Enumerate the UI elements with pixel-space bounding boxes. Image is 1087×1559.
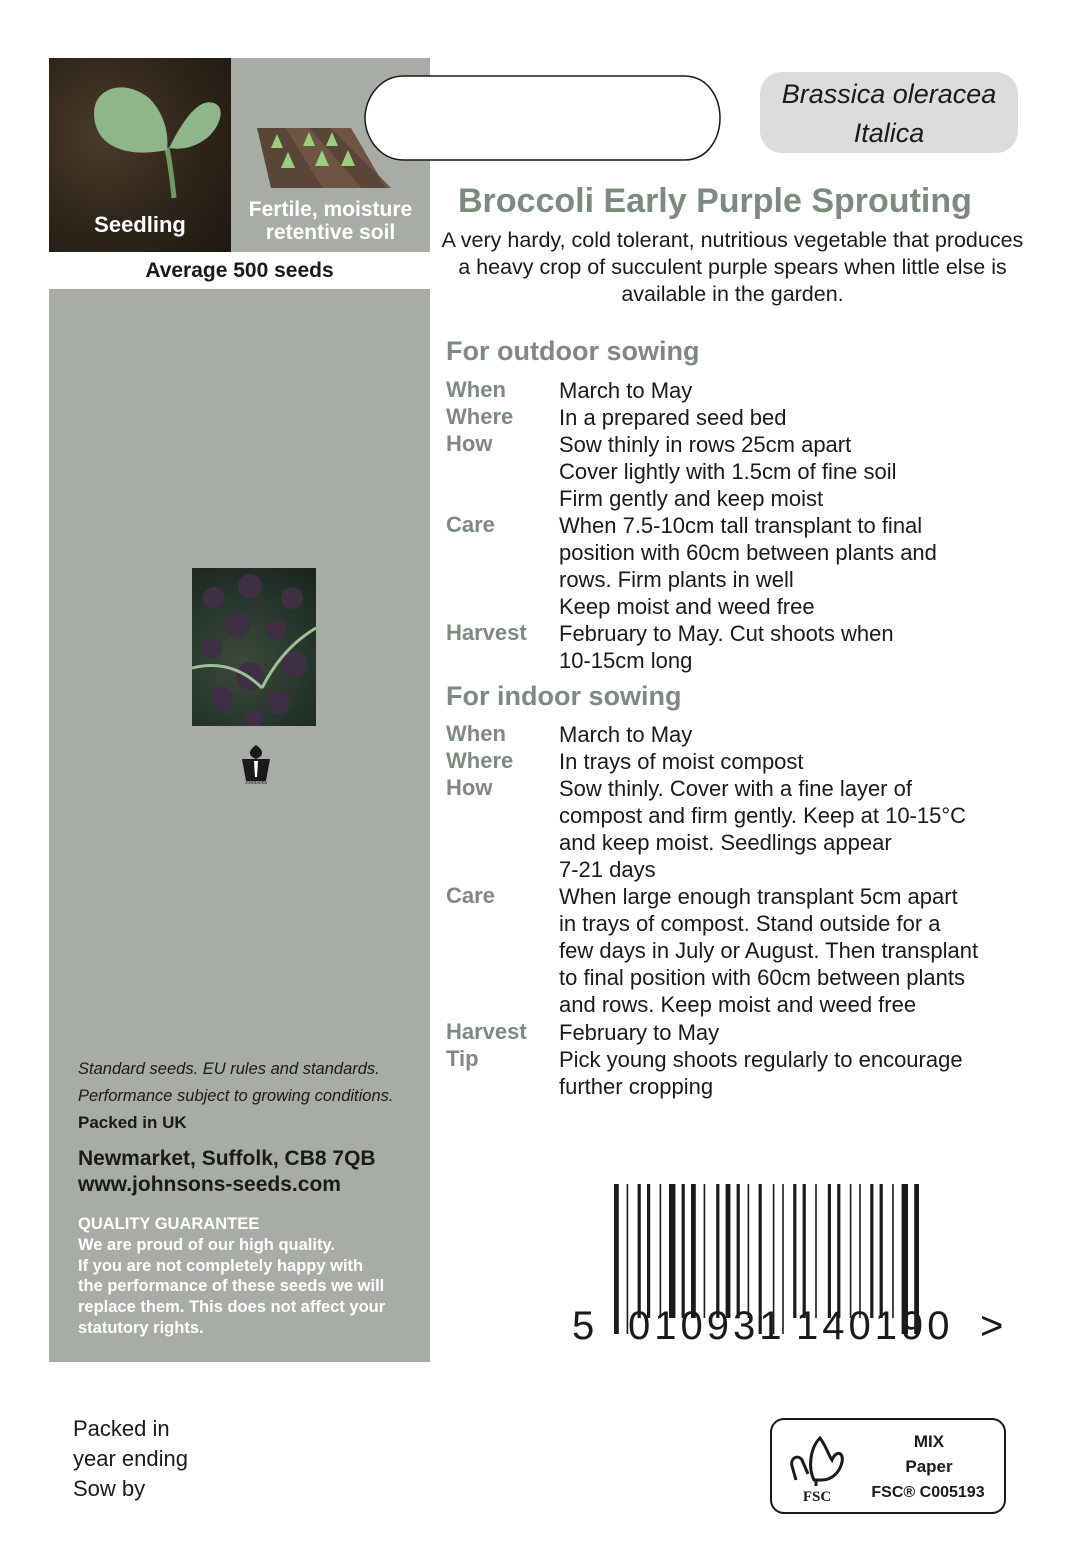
barcode-marker: > — [980, 1304, 1004, 1348]
outdoor-care-line: position with 60cm between plants and — [559, 540, 937, 565]
indoor-care-line: in trays of compost. Stand outside for a — [559, 911, 941, 936]
indoor-how-line: and keep moist. Seedlings appear — [559, 830, 892, 855]
year-ending-label: year ending — [73, 1446, 188, 1471]
fsc-code: FSC® C005193 — [871, 1484, 985, 1501]
outdoor-when-label: When — [446, 377, 506, 402]
barcode-digit-first: 5 — [572, 1304, 595, 1348]
barcode-bar — [614, 1184, 619, 1334]
soil-label — [231, 198, 430, 244]
company-website[interactable]: www.johnsons-seeds.com — [78, 1173, 341, 1196]
quality-title: QUALITY GUARANTEE — [78, 1215, 260, 1233]
barcode-bar — [850, 1184, 852, 1318]
packed-info — [73, 1414, 188, 1504]
indoor-care-label: Care — [446, 883, 495, 908]
indoor-tip-line: further cropping — [559, 1074, 714, 1099]
outdoor-how-label: How — [446, 431, 493, 456]
outdoor-when-line: March to May — [559, 378, 693, 403]
outdoor-sowing-heading: For outdoor sowing — [446, 336, 700, 366]
barcode-bar — [682, 1184, 685, 1318]
barcode-bar — [716, 1184, 719, 1318]
quality-line: statutory rights. — [78, 1318, 204, 1337]
barcode-bar — [748, 1184, 750, 1318]
indoor-when-label: When — [446, 721, 506, 746]
fsc-label — [770, 1418, 1006, 1514]
packed-in-label: Packed in — [73, 1416, 170, 1441]
outdoor-harvest-text — [559, 620, 1029, 674]
barcode-digits-left: 010931 — [628, 1304, 786, 1348]
indoor-how-label: How — [446, 775, 493, 800]
barcode — [570, 1182, 1010, 1352]
brand-wordmark: Johnsons — [244, 780, 267, 786]
soil-label-line2: retentive soil — [265, 221, 396, 244]
barcode-bar — [892, 1184, 894, 1318]
barcode-bar — [691, 1184, 696, 1318]
barcode-bar — [669, 1184, 675, 1318]
indoor-care-line: When large enough transplant 5cm apart — [559, 884, 958, 909]
quality-line: the performance of these seeds we will — [78, 1277, 385, 1296]
broccoli-photo — [192, 568, 316, 726]
barcode-bar — [815, 1184, 817, 1318]
outdoor-when-text — [559, 377, 1029, 404]
soil-label-line1: Fertile, moisture — [248, 198, 413, 221]
outdoor-care-text — [559, 512, 1029, 620]
outdoor-how-line: Sow thinly in rows 25cm apart — [559, 432, 852, 457]
barcode-bar — [793, 1184, 796, 1318]
quality-line: We are proud of our high quality. — [78, 1235, 335, 1254]
latin-name-box — [760, 72, 1018, 153]
fsc-mix: MIX — [913, 1432, 945, 1451]
latin-name-variety: Italica — [853, 118, 925, 148]
barcode-bar — [726, 1184, 731, 1318]
barcode-bar — [704, 1184, 706, 1318]
seedling-label: Seedling — [94, 212, 186, 237]
indoor-how-text — [559, 775, 1029, 883]
outdoor-care-line: rows. Firm plants in well — [559, 567, 794, 592]
indoor-sowing-heading: For indoor sowing — [446, 681, 682, 711]
outdoor-harvest-label: Harvest — [446, 620, 527, 645]
indoor-when-text — [559, 721, 1029, 748]
indoor-care-line: to final position with 60cm between plants — [559, 965, 966, 990]
product-title: Broccoli Early Purple Sprouting — [458, 182, 972, 220]
legal-line-standards: Standard seeds. EU rules and standards. — [78, 1060, 380, 1078]
fsc-paper: Paper — [905, 1457, 953, 1476]
indoor-how-line: compost and firm gently. Keep at 10-15°C — [559, 803, 967, 828]
seedling-photo — [49, 58, 231, 252]
quality-guarantee — [78, 1214, 428, 1339]
indoor-care-text — [559, 883, 1029, 1018]
barcode-bar — [859, 1184, 861, 1318]
outdoor-how-line: Firm gently and keep moist — [559, 486, 824, 511]
indoor-tip-text — [559, 1046, 1029, 1100]
barcode-bar — [737, 1184, 740, 1318]
quality-line: If you are not completely happy with — [78, 1256, 364, 1275]
indoor-harvest-label: Harvest — [446, 1019, 527, 1044]
barcode-bar — [803, 1184, 806, 1318]
indoor-tip-line: Pick young shoots regularly to encourage — [559, 1047, 963, 1072]
outdoor-care-line: When 7.5-10cm tall transplant to final — [559, 513, 923, 538]
sow-by-label: Sow by — [73, 1476, 146, 1501]
indoor-where-text — [559, 748, 1029, 775]
indoor-tip-label: Tip — [446, 1046, 479, 1071]
fsc-tree-icon — [786, 1428, 848, 1504]
indoor-harvest-line: February to May — [559, 1020, 720, 1045]
packed-in-uk: Packed in UK — [78, 1113, 187, 1132]
outdoor-where-label: Where — [446, 404, 514, 429]
seed-count: Average 500 seeds — [49, 252, 430, 289]
indoor-when-line: March to May — [559, 722, 693, 747]
company-address: Newmarket, Suffolk, CB8 7QB — [78, 1147, 376, 1170]
outdoor-how-text — [559, 431, 1029, 512]
outdoor-where-line: In a prepared seed bed — [559, 405, 787, 430]
indoor-care-line: few days in July or August. Then transplant — [559, 938, 979, 963]
outdoor-where-text — [559, 404, 1029, 431]
quality-line: replace them. This does not affect your — [78, 1298, 386, 1317]
indoor-where-line: In trays of moist compost — [559, 749, 804, 774]
barcode-bar — [828, 1184, 831, 1318]
legal-line-performance: Performance subject to growing conditions. — [78, 1087, 394, 1105]
latin-name-genus: Brassica oleracea — [781, 79, 997, 109]
barcode-bar — [660, 1184, 662, 1318]
barcode-digits-right: 140190 — [796, 1304, 954, 1348]
indoor-harvest-text — [559, 1019, 1029, 1046]
indoor-how-line: 7-21 days — [559, 857, 656, 882]
barcode-bar — [870, 1184, 873, 1318]
barcode-bar — [647, 1184, 650, 1318]
outdoor-how-line: Cover lightly with 1.5cm of fine soil — [559, 459, 897, 484]
indoor-where-label: Where — [446, 748, 514, 773]
outdoor-harvest-line: February to May. Cut shoots when — [559, 621, 894, 646]
barcode-bar — [837, 1184, 840, 1318]
outdoor-harvest-line: 10-15cm long — [559, 648, 693, 673]
outdoor-care-label: Care — [446, 512, 495, 537]
outdoor-care-line: Keep moist and weed free — [559, 594, 815, 619]
indoor-how-line: Sow thinly. Cover with a fine layer of — [559, 776, 912, 801]
hanger-slot-icon — [364, 74, 721, 162]
barcode-bar — [880, 1184, 883, 1318]
barcode-bar — [638, 1184, 641, 1318]
product-description: A very hardy, cold tolerant, nutritious vegetable that produces a heavy crop of succulent purple spears when little else is available in the garden. — [441, 228, 1024, 306]
indoor-care-line: and rows. Keep moist and weed free — [559, 992, 917, 1017]
fsc-logo-text: FSC — [802, 1489, 832, 1504]
broccoli-illustration — [192, 568, 316, 726]
